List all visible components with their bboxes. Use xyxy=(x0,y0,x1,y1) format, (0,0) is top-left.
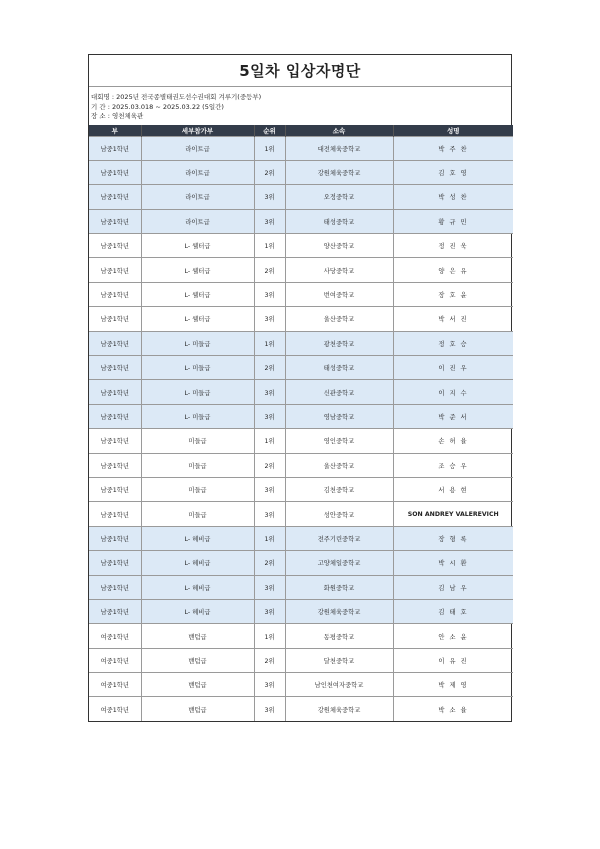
table-row xyxy=(89,526,513,550)
cell-division: 남중1학년 xyxy=(89,502,141,526)
cell-category: 라이트급 xyxy=(141,185,254,209)
cell-division: 여중1학년 xyxy=(89,697,141,721)
cell-name: 정 호 승 xyxy=(393,331,513,355)
cell-school: 울산중학교 xyxy=(285,307,393,331)
column-header-division: 부 xyxy=(89,125,141,137)
results-body xyxy=(89,136,513,721)
cell-division: 남중1학년 xyxy=(89,282,141,306)
cell-name: 박 성 찬 xyxy=(393,185,513,209)
event-period-line: 기 간 : 2025.03.018 ~ 2025.03.22 (5일간) xyxy=(91,102,224,111)
table-header-row xyxy=(89,125,513,137)
table-row xyxy=(89,624,513,648)
cell-division: 남중1학년 xyxy=(89,160,141,184)
cell-name: 황 규 민 xyxy=(393,209,513,233)
cell-category: L- 헤비급 xyxy=(141,551,254,575)
table-row xyxy=(89,599,513,623)
cell-school: 영인중학교 xyxy=(285,429,393,453)
cell-division: 남중1학년 xyxy=(89,185,141,209)
table-row xyxy=(89,234,513,258)
cell-rank: 3위 xyxy=(254,404,285,428)
cell-name: 서 용 현 xyxy=(393,477,513,501)
cell-school: 오정중학교 xyxy=(285,185,393,209)
table-row xyxy=(89,429,513,453)
cell-school: 양산중학교 xyxy=(285,234,393,258)
cell-name: 박 서 진 xyxy=(393,307,513,331)
cell-category: L- 미들급 xyxy=(141,331,254,355)
cell-category: L- 헤비급 xyxy=(141,575,254,599)
cell-category: L- 웰터급 xyxy=(141,307,254,331)
cell-rank: 3위 xyxy=(254,697,285,721)
table-row xyxy=(89,673,513,697)
cell-rank: 2위 xyxy=(254,551,285,575)
cell-name: 양 은 유 xyxy=(393,258,513,282)
cell-rank: 3위 xyxy=(254,575,285,599)
cell-name: 장 호 윤 xyxy=(393,282,513,306)
column-header-school: 소속 xyxy=(285,125,393,137)
cell-division: 여중1학년 xyxy=(89,648,141,672)
cell-rank: 1위 xyxy=(254,526,285,550)
cell-name: 김 남 우 xyxy=(393,575,513,599)
cell-school: 동평중학교 xyxy=(285,624,393,648)
table-row xyxy=(89,136,513,160)
cell-name: 이 진 우 xyxy=(393,356,513,380)
cell-category: L- 미들급 xyxy=(141,380,254,404)
table-row xyxy=(89,648,513,672)
column-header-name: 성명 xyxy=(393,125,513,137)
cell-rank: 3위 xyxy=(254,209,285,233)
cell-name: 이 지 수 xyxy=(393,380,513,404)
table-row xyxy=(89,185,513,209)
table-row xyxy=(89,453,513,477)
cell-category: 미들급 xyxy=(141,429,254,453)
cell-name: 손 허 율 xyxy=(393,429,513,453)
table-row xyxy=(89,356,513,380)
table-row xyxy=(89,697,513,721)
cell-school: 남인천여자중학교 xyxy=(285,673,393,697)
cell-rank: 2위 xyxy=(254,258,285,282)
event-info xyxy=(89,87,511,125)
cell-school: 광천중학교 xyxy=(285,331,393,355)
cell-rank: 1위 xyxy=(254,331,285,355)
cell-school: 사당중학교 xyxy=(285,258,393,282)
cell-school: 강원체육중학교 xyxy=(285,697,393,721)
cell-category: 밴텀급 xyxy=(141,673,254,697)
cell-school: 강원체육중학교 xyxy=(285,599,393,623)
cell-rank: 2위 xyxy=(254,453,285,477)
table-row xyxy=(89,258,513,282)
cell-category: 밴텀급 xyxy=(141,697,254,721)
cell-school: 대전체육중학교 xyxy=(285,136,393,160)
cell-school: 영남중학교 xyxy=(285,404,393,428)
cell-name: 김 태 호 xyxy=(393,599,513,623)
cell-division: 남중1학년 xyxy=(89,404,141,428)
table-row xyxy=(89,282,513,306)
event-name-line: 대회명 : 2025년 전국종별태권도선수권대회 겨루기(중등부) xyxy=(91,93,262,101)
cell-division: 남중1학년 xyxy=(89,453,141,477)
cell-school: 성안중학교 xyxy=(285,502,393,526)
cell-category: 밴텀급 xyxy=(141,624,254,648)
title-row xyxy=(89,55,511,87)
cell-school: 신관중학교 xyxy=(285,380,393,404)
cell-rank: 3위 xyxy=(254,307,285,331)
cell-division: 남중1학년 xyxy=(89,477,141,501)
cell-rank: 3위 xyxy=(254,599,285,623)
cell-category: L- 웰터급 xyxy=(141,258,254,282)
cell-name: 정 진 욱 xyxy=(393,234,513,258)
cell-rank: 3위 xyxy=(254,185,285,209)
table-row xyxy=(89,331,513,355)
cell-rank: 2위 xyxy=(254,648,285,672)
cell-name: 박 준 서 xyxy=(393,404,513,428)
cell-division: 여중1학년 xyxy=(89,624,141,648)
cell-rank: 3위 xyxy=(254,477,285,501)
table-row xyxy=(89,307,513,331)
cell-rank: 3위 xyxy=(254,673,285,697)
cell-school: 강원체육중학교 xyxy=(285,160,393,184)
results-sheet xyxy=(88,54,512,722)
cell-rank: 2위 xyxy=(254,356,285,380)
cell-category: 미들급 xyxy=(141,477,254,501)
cell-name: SON ANDREY VALEREVICH xyxy=(393,502,513,526)
cell-division: 남중1학년 xyxy=(89,307,141,331)
cell-name: 박 소 율 xyxy=(393,697,513,721)
cell-category: 라이트급 xyxy=(141,209,254,233)
cell-category: 밴텀급 xyxy=(141,648,254,672)
cell-rank: 2위 xyxy=(254,160,285,184)
table-row xyxy=(89,477,513,501)
cell-school: 달천중학교 xyxy=(285,648,393,672)
event-venue-line: 장 소 : 영천체육관 xyxy=(91,112,144,120)
table-row xyxy=(89,575,513,599)
table-row xyxy=(89,404,513,428)
cell-school: 태성중학교 xyxy=(285,209,393,233)
cell-name: 장 형 록 xyxy=(393,526,513,550)
cell-division: 남중1학년 xyxy=(89,234,141,258)
cell-rank: 3위 xyxy=(254,502,285,526)
cell-category: L- 헤비급 xyxy=(141,526,254,550)
table-row xyxy=(89,160,513,184)
cell-division: 남중1학년 xyxy=(89,526,141,550)
cell-school: 화원중학교 xyxy=(285,575,393,599)
cell-division: 남중1학년 xyxy=(89,551,141,575)
cell-name: 박 시 환 xyxy=(393,551,513,575)
cell-division: 남중1학년 xyxy=(89,380,141,404)
cell-category: 미들급 xyxy=(141,453,254,477)
results-table xyxy=(89,125,513,721)
cell-category: L- 웰터급 xyxy=(141,282,254,306)
cell-rank: 1위 xyxy=(254,429,285,453)
cell-rank: 1위 xyxy=(254,234,285,258)
cell-category: L- 미들급 xyxy=(141,404,254,428)
cell-school: 태성중학교 xyxy=(285,356,393,380)
cell-rank: 3위 xyxy=(254,282,285,306)
table-row xyxy=(89,380,513,404)
cell-division: 남중1학년 xyxy=(89,209,141,233)
cell-division: 남중1학년 xyxy=(89,136,141,160)
cell-category: 미들급 xyxy=(141,502,254,526)
cell-rank: 1위 xyxy=(254,136,285,160)
cell-category: L- 미들급 xyxy=(141,356,254,380)
cell-division: 남중1학년 xyxy=(89,599,141,623)
cell-rank: 1위 xyxy=(254,624,285,648)
cell-name: 안 소 윤 xyxy=(393,624,513,648)
cell-school: 전주기린중학교 xyxy=(285,526,393,550)
cell-school: 울산중학교 xyxy=(285,453,393,477)
cell-division: 남중1학년 xyxy=(89,429,141,453)
cell-category: 라이트급 xyxy=(141,136,254,160)
cell-name: 김 호 영 xyxy=(393,160,513,184)
cell-category: 라이트급 xyxy=(141,160,254,184)
page-title: 5일차 입상자명단 xyxy=(239,62,361,80)
table-row xyxy=(89,209,513,233)
cell-name: 이 유 진 xyxy=(393,648,513,672)
cell-school: 김천중학교 xyxy=(285,477,393,501)
column-header-category: 세부참가부 xyxy=(141,125,254,137)
cell-division: 남중1학년 xyxy=(89,356,141,380)
cell-rank: 3위 xyxy=(254,380,285,404)
cell-school: 번여중학교 xyxy=(285,282,393,306)
table-row xyxy=(89,502,513,526)
cell-category: L- 헤비급 xyxy=(141,599,254,623)
cell-division: 남중1학년 xyxy=(89,575,141,599)
column-header-rank: 순위 xyxy=(254,125,285,137)
cell-name: 박 제 영 xyxy=(393,673,513,697)
cell-school: 고양체일중학교 xyxy=(285,551,393,575)
cell-name: 박 주 찬 xyxy=(393,136,513,160)
table-row xyxy=(89,551,513,575)
cell-category: L- 웰터급 xyxy=(141,234,254,258)
cell-division: 남중1학년 xyxy=(89,331,141,355)
cell-name: 조 승 우 xyxy=(393,453,513,477)
cell-division: 남중1학년 xyxy=(89,258,141,282)
cell-division: 여중1학년 xyxy=(89,673,141,697)
